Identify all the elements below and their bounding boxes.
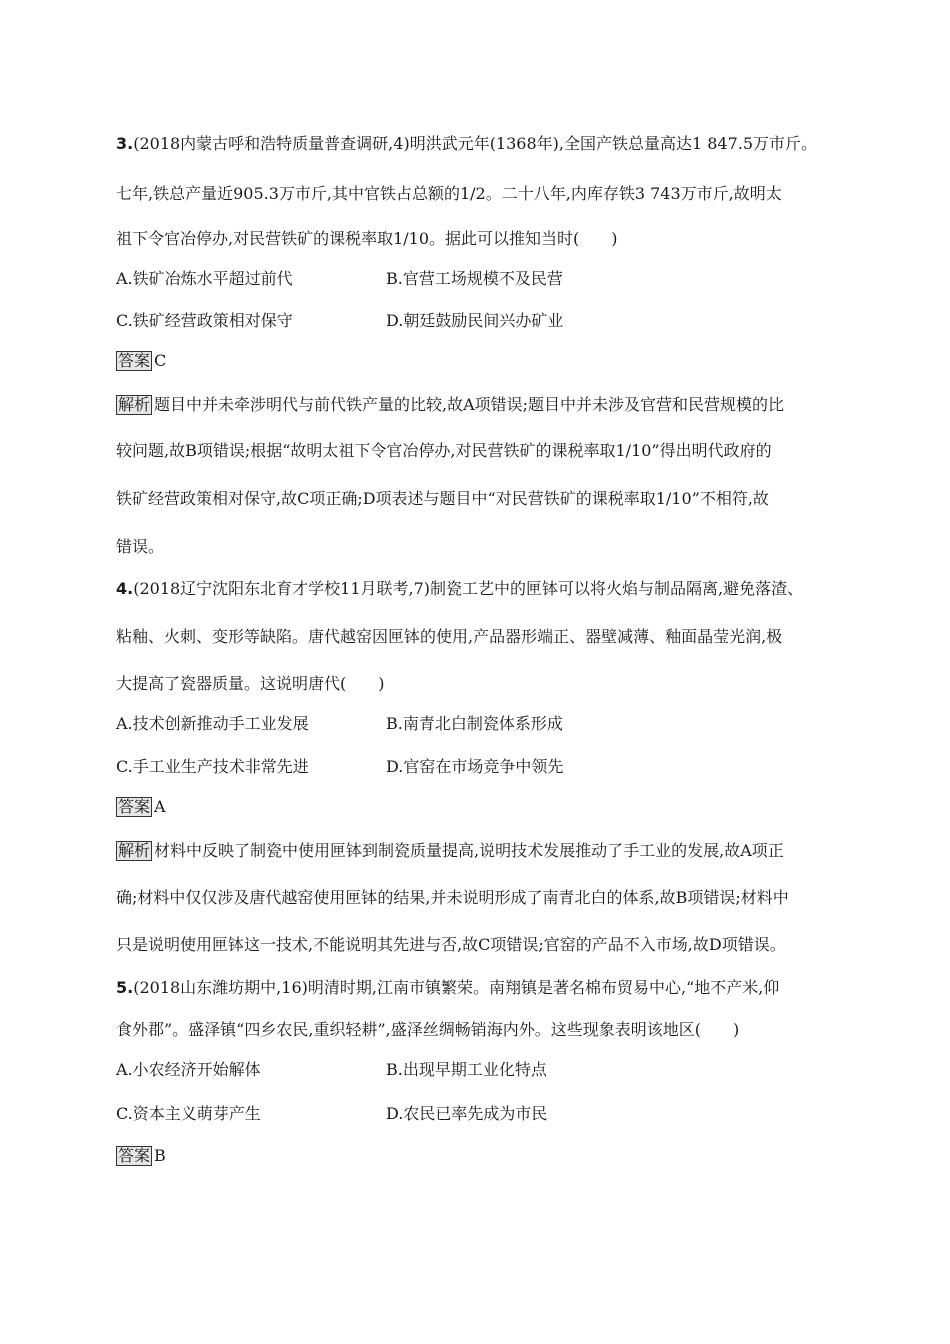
- q5-stem-line-2: 食外郡”。盛泽镇“四乡农民,重织轻耕”,盛泽丝绸畅销海内外。这些现象表明该地区( ): [116, 1020, 740, 1039]
- q3-analysis-line-1: 解析 题目中并未牵涉明代与前代铁产量的比较,故A项错误;题目中并未涉及官营和民营规模的比: [118, 395, 785, 414]
- q4-stem-line-3: 大提高了瓷器质量。这说明唐代( ): [116, 674, 385, 693]
- q3-analysis-line-3: 铁矿经营政策相对保守,故C项正确;D项表述与题目中“对民营铁矿的课税率取1/10”不相符,故: [116, 489, 769, 508]
- q5-option-c[interactable]: C.资本主义萌芽产生: [116, 1104, 261, 1123]
- q4-analysis-line-3: 只是说明使用匣钵这一技术,不能说明其先进与否,故C项错误;官窑的产品不入市场,故D项错误。: [116, 935, 786, 954]
- answer-tag: 答案: [118, 797, 151, 816]
- q4-analysis-line-1: 解析 材料中反映了制瓷中使用匣钵到制瓷质量提高,说明技术发展推动了手工业的发展,故A项正: [118, 841, 784, 860]
- q3-option-d[interactable]: D.朝廷鼓励民间兴办矿业: [386, 311, 564, 330]
- analysis-tag: 解析: [118, 841, 151, 860]
- q3-analysis-line-2: 较问题,故B项错误;根据“故明太祖下令官冶停办,对民营铁矿的课税率取1/10”得出明代政府的: [116, 441, 772, 460]
- q4-option-c[interactable]: C.手工业生产技术非常先进: [116, 757, 309, 776]
- q4-option-a[interactable]: A.技术创新推动手工业发展: [116, 714, 309, 733]
- q3-option-b[interactable]: B.官营工场规模不及民营: [386, 269, 563, 288]
- q3-stem-line-3: 祖下令官冶停办,对民营铁矿的课税率取1/10。据此可以推知当时( ): [116, 229, 618, 248]
- q4-answer: [116, 796, 166, 818]
- answer-tag: 答案: [118, 351, 151, 370]
- q4-option-b[interactable]: B.南青北白制瓷体系形成: [386, 714, 563, 733]
- answer-tag: 答案: [118, 1146, 151, 1165]
- q3-analysis-line-4: 错误。: [116, 537, 165, 556]
- q4-analysis-line-2: 确;材料中仅仅涉及唐代越窑使用匣钵的结果,并未说明形成了南青北白的体系,故B项错误;材料中: [116, 888, 789, 907]
- q3-number: 3.: [116, 134, 134, 153]
- q5-option-d[interactable]: D.农民已率先成为市民: [386, 1104, 548, 1123]
- q3-option-a[interactable]: A.铁矿冶炼水平超过前代: [116, 269, 293, 288]
- q3-stem-line-1: 3.(2018内蒙古呼和浩特质量普查调研,4)明洪武元年(1368年),全国产铁总量高达1 847.5万市斤。: [116, 134, 818, 153]
- q3-stem-line-2: 七年,铁总产量近905.3万市斤,其中官铁占总额的1/2。二十八年,内库存铁3 743万市斤,故明太: [116, 184, 782, 203]
- q5-number: 5.: [116, 978, 134, 997]
- q4-answer-value: A: [154, 797, 166, 816]
- q5-answer-value: B: [154, 1146, 166, 1165]
- q4-option-d[interactable]: D.官窑在市场竞争中领先: [386, 757, 564, 776]
- q5-option-a[interactable]: A.小农经济开始解体: [116, 1060, 261, 1079]
- q5-answer: [116, 1145, 166, 1167]
- q5-option-b[interactable]: B.出现早期工业化特点: [386, 1060, 547, 1079]
- q5-stem-line-1: 5.(2018山东潍坊期中,16)明清时期,江南市镇繁荣。南翔镇是著名棉布贸易中心,“地不产米,仰: [116, 978, 780, 997]
- q3-answer: [116, 350, 166, 372]
- q3-option-c[interactable]: C.铁矿经营政策相对保守: [116, 311, 293, 330]
- analysis-tag: 解析: [118, 395, 151, 414]
- q3-answer-value: C: [154, 351, 167, 370]
- q4-number: 4.: [116, 579, 134, 598]
- q4-stem-line-1: 4.(2018辽宁沈阳东北育才学校11月联考,7)制瓷工艺中的匣钵可以将火焰与制品隔离,避免落渣、: [116, 579, 804, 598]
- q4-stem-line-2: 粘釉、火刺、变形等缺陷。唐代越窑因匣钵的使用,产品器形端正、器壁减薄、釉面晶莹光润,极: [116, 627, 783, 646]
